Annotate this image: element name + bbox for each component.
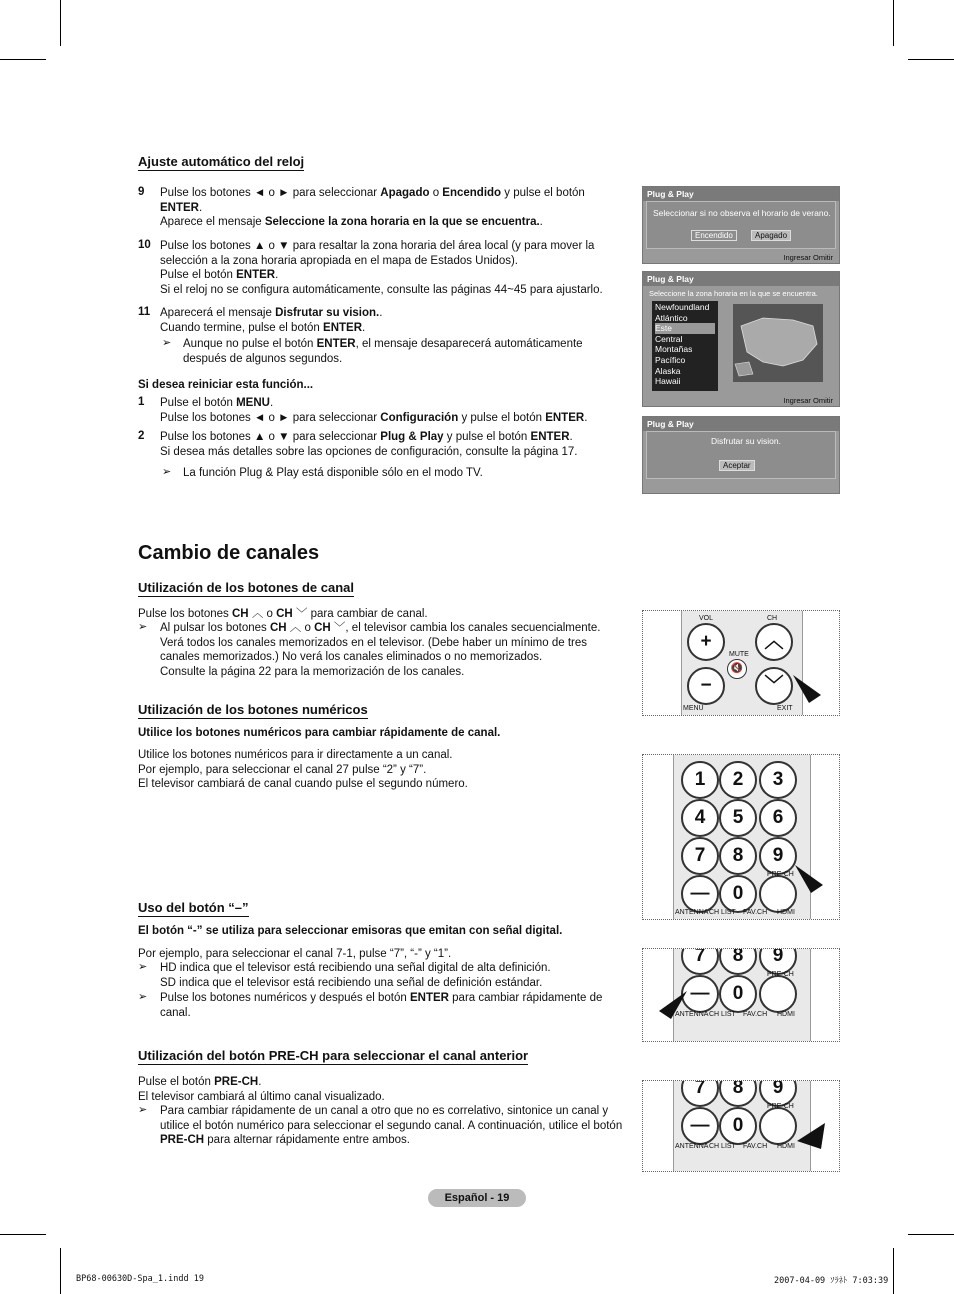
step-number: 11 <box>138 306 151 318</box>
pointer-arrow-icon <box>657 991 689 1021</box>
prech-label: PRE-CH <box>767 1103 794 1110</box>
key-3[interactable]: 3 <box>759 761 797 799</box>
pointer-arrow-icon <box>795 865 825 895</box>
prech-label: PRE-CH <box>767 971 794 978</box>
mute-label: MUTE <box>729 651 749 658</box>
chevron-down-icon: ﹀ <box>333 622 346 634</box>
vol-label: VOL <box>699 615 714 622</box>
step-number: 10 <box>138 239 151 251</box>
key-dash[interactable]: — <box>681 975 719 1013</box>
key-9[interactable]: 9 <box>759 837 797 875</box>
section-heading-prech: Utilización del botón PRE-CH para seleccionar el canal anterior <box>138 1048 529 1063</box>
key-1[interactable]: 1 <box>681 761 719 799</box>
section-heading-number-buttons: Utilización de los botones numéricos <box>138 702 368 717</box>
key-0[interactable]: 0 <box>719 975 757 1013</box>
prech-label: PRE-CH <box>767 871 794 878</box>
note-arrow-icon: ➢ <box>138 991 148 1003</box>
s3-text: Utilice los botones numéricos para ir directamente a un canal. Por ejemplo, para seleccionar el canal 27 pulse “2” y “7”. El televisor cambiará de canal cuando pulse el segundo número. <box>138 749 468 790</box>
timezone-item[interactable]: Hawaii <box>655 376 681 387</box>
section-heading-dash-button: Uso del botón “–” <box>138 900 249 915</box>
crop-mark <box>908 59 954 60</box>
s4-note-2: Pulse los botones numéricos y después el botón ENTER para cambiar rápidamente de canal. <box>160 992 603 1019</box>
ch-up-button[interactable]: ︿ <box>755 623 793 661</box>
key-7[interactable]: 7 <box>681 837 719 875</box>
favch-label: FAV.CH <box>743 909 768 916</box>
osd-off-button[interactable]: Apagado <box>751 230 791 241</box>
chevron-up-icon: ︿ <box>289 622 302 634</box>
antenna-label: ANTENNA <box>675 1143 709 1150</box>
s5-note: Para cambiar rápidamente de un canal a otro que no es correlativo, sintonice un canal y utilice el botón numérico para seleccionar el segundo canal. A continuación, utilice el botón PRE-CH para alternar rápidamente entre ambos. <box>160 1105 623 1146</box>
reset-step-1: Pulse el botón MENU. Pulse los botones ◄ o ► para seleccionar Configuración y pulse el botón ENTER. <box>160 397 588 424</box>
crop-mark <box>893 0 894 46</box>
reset-note: La función Plug & Play está disponible sólo en el modo TV. <box>183 467 483 479</box>
osd-footer: Ingresar Omitir <box>783 396 833 405</box>
s4-note-1: HD indica que el televisor está recibiendo una señal digital de alta definición. SD indica que el televisor está recibiendo una señal de definición estándar. <box>160 962 551 989</box>
section-heading-clock: Ajuste automático del reloj <box>138 154 305 169</box>
s5-text: Pulse el botón PRE-CH. El televisor cambiará al último canal visualizado. <box>138 1076 385 1103</box>
section-heading-channel-buttons: Utilización de los botones de canal <box>138 580 354 595</box>
key-0[interactable]: 0 <box>719 875 757 913</box>
osd-enjoy-panel <box>642 416 840 494</box>
footer-file-name: BP68-00630D-Spa_1.indd 19 <box>76 1274 204 1284</box>
hdmi-label: HDMI <box>777 909 795 916</box>
vol-down-button[interactable]: − <box>687 667 725 705</box>
chevron-down-icon: ﹀ <box>295 608 308 620</box>
s2-intro: Pulse los botones CH ︿ o CH ﹀ para cambiar de canal. <box>138 608 428 620</box>
reset-step-2: Pulse los botones ▲ o ▼ para seleccionar Plug & Play y pulse el botón ENTER. Si desea más detalles sobre las opciones de configuración, consulte la página 17. <box>160 431 578 458</box>
note-arrow-icon: ➢ <box>138 1104 148 1116</box>
osd-dst-panel <box>642 186 840 264</box>
key-9[interactable]: 9 <box>759 948 797 975</box>
hdmi-label: HDMI <box>777 1143 795 1150</box>
key-dash[interactable]: — <box>681 875 719 913</box>
timezone-item[interactable]: Atlántico <box>655 312 688 323</box>
crop-mark <box>0 59 46 60</box>
osd-message: Seleccionar si no observa el horario de verano. <box>653 208 831 218</box>
timezone-item[interactable]: Alaska <box>655 365 681 376</box>
prech-button[interactable] <box>759 1107 797 1145</box>
prech-button[interactable] <box>759 875 797 913</box>
step-9-text: Pulse los botones ◄ o ► para seleccionar Apagado o Encendido y pulse el botón ENTER. Aparece el mensaje Seleccione la zona horaria en la que se encuentra.. <box>160 187 585 228</box>
menu-label: MENU <box>683 705 704 712</box>
us-map-image <box>733 304 823 382</box>
osd-title: Plug & Play <box>643 187 839 201</box>
footer-timestamp: 2007-04-09 ｿﾗﾈﾄ 7:03:39 <box>774 1276 889 1286</box>
chlist-label: CH LIST <box>709 1011 736 1018</box>
key-dash[interactable]: — <box>681 1107 719 1145</box>
crop-mark <box>0 1234 46 1235</box>
pointer-arrow-icon <box>793 675 823 705</box>
timezone-item[interactable]: Este <box>655 323 715 334</box>
exit-label: EXIT <box>777 705 793 712</box>
osd-timezone-panel <box>642 271 840 407</box>
step-number: 9 <box>138 186 145 198</box>
page-title: Cambio de canales <box>138 542 320 564</box>
crop-mark <box>893 1248 894 1294</box>
reset-title: Si desea reiniciar esta función... <box>138 379 314 391</box>
step-number: 2 <box>138 430 145 442</box>
key-8[interactable]: 8 <box>719 837 757 875</box>
step-number: 1 <box>138 396 145 408</box>
antenna-label: ANTENNA <box>675 1011 709 1018</box>
remote-keypad-image <box>642 754 840 920</box>
step-10-text: Pulse los botones ▲ o ▼ para resaltar la zona horaria del área local (y para mover la selección a la zona horaria apropiada en el mapa de Estados Unidos). Pulse el botón ENTER. Si el reloj no se configura automáticamente, consulte las páginas 44~45 para ajustarlo. <box>160 240 603 296</box>
crop-mark <box>60 1248 61 1294</box>
pointer-arrow-icon <box>797 1123 827 1153</box>
mute-icon[interactable]: 🔇 <box>727 659 747 679</box>
s4-bold: El botón “-” se utiliza para seleccionar emisoras que emitan con señal digital. <box>138 925 563 937</box>
chevron-up-icon: ︿ <box>251 608 264 620</box>
note-arrow-icon: ➢ <box>162 466 172 478</box>
key-9[interactable]: 9 <box>759 1080 797 1107</box>
page-number-badge: Español - 19 <box>428 1189 526 1207</box>
favch-label: FAV.CH <box>743 1143 768 1150</box>
timezone-item[interactable]: Pacífico <box>655 354 686 365</box>
hdmi-label: HDMI <box>777 1011 795 1018</box>
antenna-label: ANTENNA <box>675 909 709 916</box>
s2-note: Al pulsar los botones CH ︿ o CH ﹀, el televisor cambia los canales secuencialmente. Verá todos los canales memorizados en el televisor. (Debe haber un mínimo de tres canales memorizados.) No verá los canales eliminados o no memorizados. Consulte la página 22 para la memorización de los canales. <box>160 622 601 678</box>
key-0[interactable]: 0 <box>719 1107 757 1145</box>
timezone-list[interactable] <box>652 301 718 391</box>
step-11-text: Aparecerá el mensaje Disfrutar su vision.. Cuando termine, pulse el botón ENTER. <box>160 307 383 334</box>
crop-mark <box>60 0 61 46</box>
timezone-item[interactable]: Montañas <box>655 344 693 355</box>
key-8[interactable]: 8 <box>719 948 757 975</box>
key-5[interactable]: 5 <box>719 799 757 837</box>
timezone-item[interactable]: Central <box>655 333 683 344</box>
key-6[interactable]: 6 <box>759 799 797 837</box>
osd-message: Seleccione la zona horaria en la que se encuentra. <box>649 289 818 298</box>
timezone-item[interactable]: Newfoundland <box>655 302 710 312</box>
step-11-note: Aunque no pulse el botón ENTER, el mensaje desaparecerá automáticamente después de algunos segundos. <box>183 338 583 365</box>
vol-up-button[interactable]: + <box>687 623 725 661</box>
key-7[interactable]: 7 <box>681 948 719 975</box>
remote-dash-image <box>642 948 840 1042</box>
chlist-label: CH LIST <box>709 1143 736 1150</box>
osd-message: Disfrutar su vision. <box>711 436 781 446</box>
remote-prech-image <box>642 1080 840 1172</box>
crop-mark <box>908 1234 954 1235</box>
s3-bold: Utilice los botones numéricos para cambiar rápidamente de canal. <box>138 727 501 739</box>
osd-on-button[interactable]: Encendido <box>691 230 737 241</box>
key-7[interactable]: 7 <box>681 1080 719 1107</box>
osd-title: Plug & Play <box>643 272 839 286</box>
favch-label: FAV.CH <box>743 1011 768 1018</box>
remote-vol-ch-image <box>642 610 840 716</box>
osd-footer: Ingresar Omitir <box>783 253 833 262</box>
osd-accept-button[interactable]: Aceptar <box>719 460 755 471</box>
ch-label: CH <box>767 615 778 622</box>
key-4[interactable]: 4 <box>681 799 719 837</box>
prech-button[interactable] <box>759 975 797 1013</box>
note-arrow-icon: ➢ <box>138 621 148 633</box>
note-arrow-icon: ➢ <box>162 337 172 349</box>
key-8[interactable]: 8 <box>719 1080 757 1107</box>
note-arrow-icon: ➢ <box>138 961 148 973</box>
key-2[interactable]: 2 <box>719 761 757 799</box>
osd-title: Plug & Play <box>643 417 839 431</box>
chlist-label: CH LIST <box>709 909 736 916</box>
ch-down-button[interactable]: ﹀ <box>755 667 793 705</box>
s4-text: Por ejemplo, para seleccionar el canal 7-1, pulse “7”, “-” y “1”. <box>138 948 452 960</box>
